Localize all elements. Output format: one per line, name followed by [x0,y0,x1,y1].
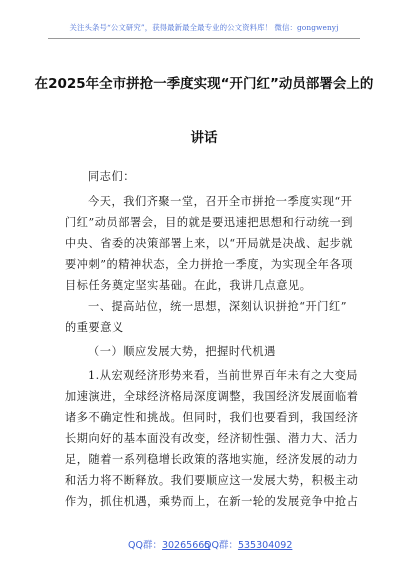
footer-qq-group-1 [128,537,210,551]
section-heading: 一、提高站位，统一思想，深刻认识拼抢“开门红” [88,300,348,313]
footer-qq-label: QQ群： [204,540,238,551]
subsection-heading: （一）顺应发展大势，把握时代机遇 [88,345,276,358]
body-line: 门红”动员部署会，目的就是要迅速把思想和行动统一到 [65,216,353,229]
header-promo: 关注头条号“公文研究”，获得最新最全最专业的公文资料库！ 微信：gongwenyj [69,23,339,32]
body-line: 目标任务奠定坚实基础。在此，我讲几点意见。 [65,279,312,292]
body-line: 1.从宏观经济形势来看，当前世界百年未有之大变局 [88,369,359,382]
footer-qq-label: QQ群： [128,540,162,551]
header-divider [48,38,360,39]
body-line: 加速演进，全球经济格局深度调整，我国经济发展面临着 [65,390,359,403]
body-line: 长期向好的基本面没有改变，经济韧性强、潜力大、活力 [65,432,359,445]
salutation: 同志们： [88,170,135,183]
body-line: 足，随着一系列稳增长政策的落地实施，经济发展的动力 [65,453,359,466]
footer-qq-number[interactable]: 30265665 [161,540,211,551]
body-line: 作为，抓住机遇，乘势而上，在新一轮的发展竞争中抢占 [65,495,359,508]
body-line: 中央、省委的决策部署上来，以“开局就是决战、起步就 [65,237,353,250]
footer-qq-number[interactable]: 535304092 [237,540,293,551]
document-title-continued: 讲话 [190,130,218,146]
footer-qq-group-2 [204,537,292,551]
body-line: 今天，我们齐聚一堂，召开全市拼抢一季度实现“开 [88,195,353,208]
document-title: 在2025年全市拼抢一季度实现“开门红”动员部署会上的 [34,76,374,92]
body-line: 和活力将不断释放。我们要顺应这一发展大势，积极主动 [65,474,359,487]
section-heading-continued: 的重要意义 [65,321,124,334]
body-line: 诸多不确定性和挑战。但同时，我们也要看到，我国经济 [65,411,359,424]
body-line: 要冲刺”的精神状态，全力拼抢一季度，为实现全年各项 [65,258,353,271]
